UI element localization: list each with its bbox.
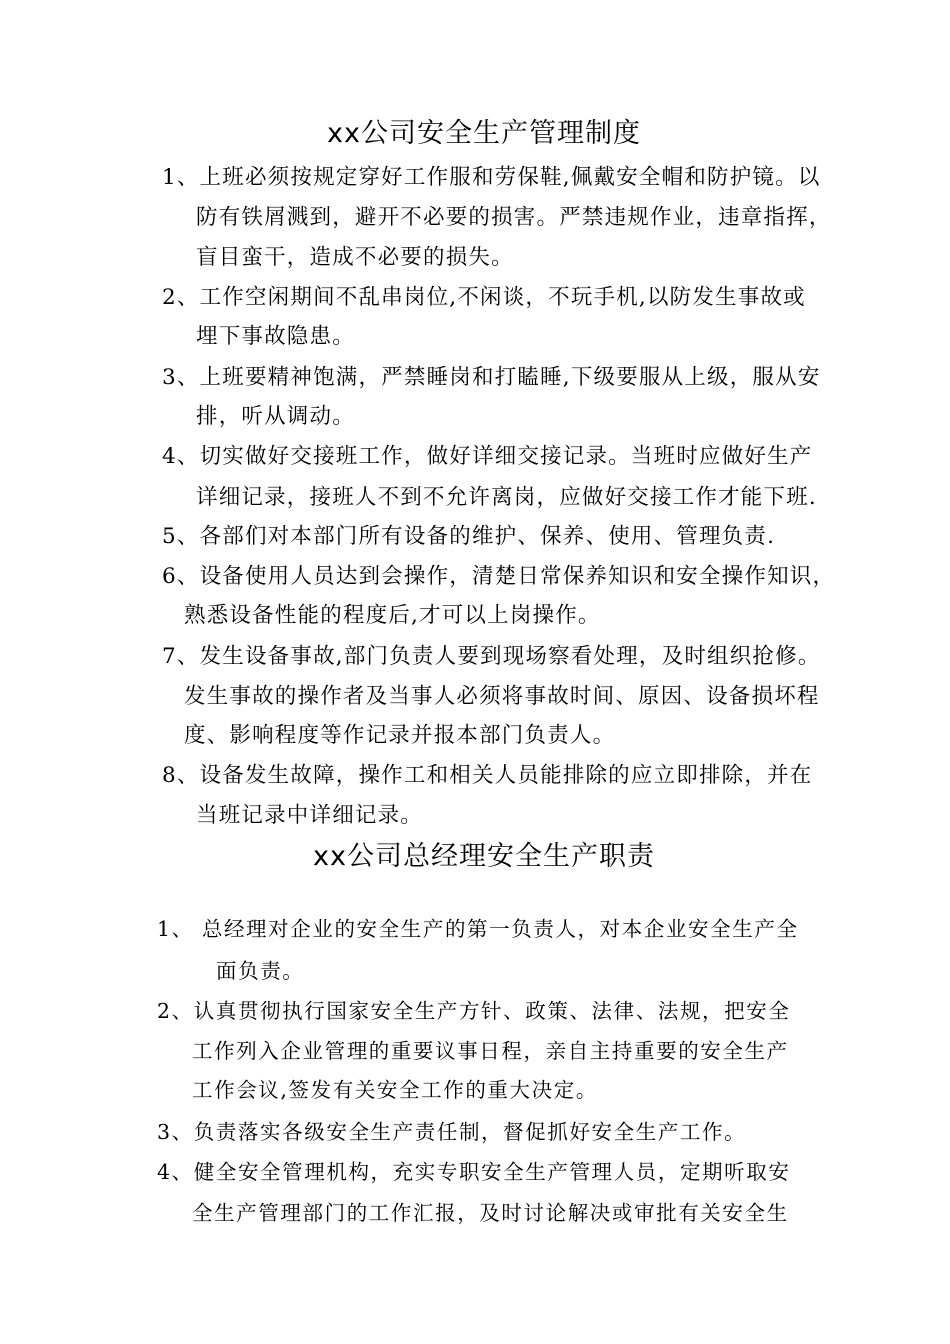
rule-1-line-3: 盲目蛮干，造成不必要的损失。 bbox=[196, 245, 514, 270]
rule-6-line-2: 熟悉设备性能的程度后,才可以上岗操作。 bbox=[184, 603, 601, 628]
duty-1-line-1: 1、 总经理对企业的安全生产的第一负责人，对本企业安全生产全 bbox=[157, 917, 799, 941]
section-1-title: xx公司安全生产管理制度 bbox=[327, 118, 641, 149]
duty-2-line-1: 2、认真贯彻执行国家安全生产方针、政策、法律、法规，把安全 bbox=[157, 999, 791, 1023]
rule-4-line-2: 详细记录，接班人不到不允许离岗，应做好交接工作才能下班. bbox=[196, 485, 817, 510]
rule-8-line-2: 当班记录中详细记录。 bbox=[196, 803, 424, 828]
rule-3-line-1: 3、上班要精神饱满，严禁睡岗和打瞌睡,下级要服从上级，服从安 bbox=[162, 365, 821, 390]
rule-7-line-1: 7、发生设备事故,部门负责人要到现场察看处理，及时组织抢修。 bbox=[162, 644, 821, 669]
rule-2-line-1: 2、工作空闲期间不乱串岗位,不闲谈，不玩手机,以防发生事故或 bbox=[162, 285, 806, 310]
section-2-title: xx公司总经理安全生产职责 bbox=[313, 841, 655, 872]
rule-3-line-2: 排，听从调动。 bbox=[196, 404, 355, 429]
duty-1-line-2: 面负责。 bbox=[216, 959, 305, 983]
rule-7-line-2: 发生事故的操作者及当事人必须将事故时间、原因、设备损坏程 bbox=[184, 684, 820, 709]
rule-1-line-2: 防有铁屑溅到，避开不必要的损害。严禁违规作业，违章指挥， bbox=[196, 205, 832, 230]
duty-4-line-2: 全生产管理部门的工作汇报，及时讨论解决或审批有关安全生 bbox=[192, 1201, 789, 1225]
duty-4-line-1: 4、健全安全管理机构，充实专职安全生产管理人员，定期听取安 bbox=[157, 1160, 791, 1184]
rule-6-line-1: 6、设备使用人员达到会操作，清楚日常保养知识和安全操作知识， bbox=[162, 564, 836, 589]
rule-2-line-2: 埋下事故隐患。 bbox=[196, 324, 355, 349]
duty-2-line-2: 工作列入企业管理的重要议事日程，亲自主持重要的安全生产 bbox=[192, 1039, 789, 1063]
rule-5-line-1: 5、各部们对本部门所有设备的维护、保养、使用、管理负责. bbox=[162, 524, 776, 549]
duty-2-line-3: 工作会议,签发有关安全工作的重大决定。 bbox=[192, 1078, 598, 1102]
rule-7-line-3: 度、影响程度等作记录并报本部门负责人。 bbox=[184, 723, 616, 748]
rule-4-line-1: 4、切实做好交接班工作，做好详细交接记录。当班时应做好生产 bbox=[162, 444, 813, 469]
rule-8-line-1: 8、设备发生故障，操作工和相关人员能排除的应立即排除，并在 bbox=[162, 763, 813, 788]
rule-1-line-1: 1、上班必须按规定穿好工作服和劳保鞋,佩戴安全帽和防护镜。以 bbox=[162, 165, 821, 190]
duty-3-line-1: 3、负责落实各级安全生产责任制，督促抓好安全生产工作。 bbox=[157, 1120, 747, 1144]
